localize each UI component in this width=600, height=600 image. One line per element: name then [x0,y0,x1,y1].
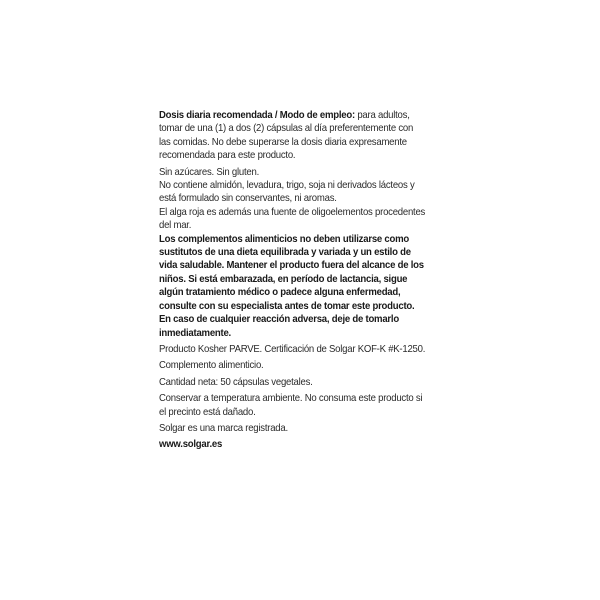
dosage-paragraph [159,109,426,163]
trademark-text: Solgar es una marca registrada. [159,422,288,434]
dosage-heading: Dosis diaria recomendada / Modo de empleo: [159,110,355,121]
dosage-text: para adultos, tomar de una (1) a dos (2) cápsulas al día preferentemente con las comidas. No debe superarse la dosis diaria expresamente recomendada para este producto. [159,110,414,162]
kosher-text: Producto Kosher PARVE. Certificación de Solgar KOF-K #K-1250. [159,343,426,355]
category-text: Complemento alimenticio. [159,360,264,372]
product-label-text [159,109,426,455]
free-from-text: No contiene almidón, levadura, trigo, soja ni derivados lácteos y está formulado sin conservantes, ni aromas. [159,180,415,205]
warning-text: Los complementos alimenticios no deben utilizarse como sustitutos de una dieta equilibrada y variada y un estilo de vida saludable. Mantener el producto fuera del alcance de los niños. Si está embarazada, en período de lactancia, sigue algún tratamiento médico o padece alguna enfermedad, consulte con su especialista antes de tomar este producto. En caso de cualquier reacción adversa, deje de tomarlo inmediatamente. [159,233,424,339]
website-link[interactable]: www.solgar.es [159,439,223,451]
seaweed-text: El alga roja es además una fuente de oligoelementos procedentes del mar. [159,206,426,232]
net-quantity-text: Cantidad neta: 50 cápsulas vegetales. [159,376,313,388]
sugar-gluten-text: Sin azúcares. Sin gluten. [159,166,260,178]
storage-text: Conservar a temperatura ambiente. No consuma este producto si el precinto está dañado. [159,393,423,418]
